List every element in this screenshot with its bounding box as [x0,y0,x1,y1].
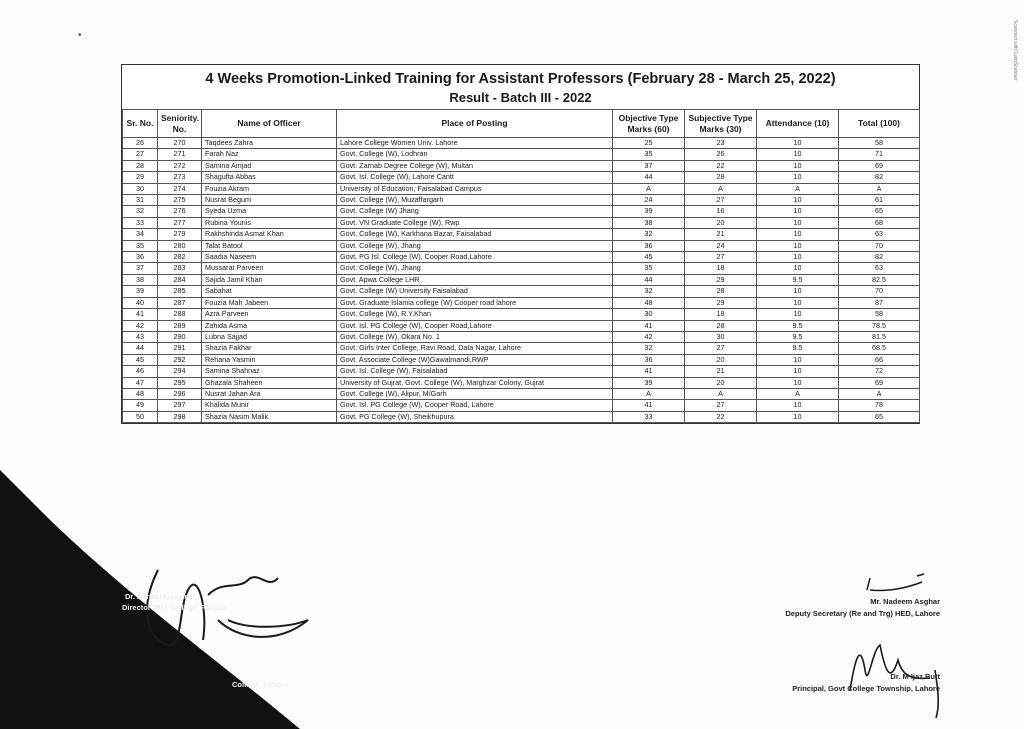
cell-sr: 26 [123,138,158,149]
cell-attendance: 10 [757,195,839,206]
cell-sr: 49 [123,400,158,411]
table-row [123,240,920,251]
cell-subjective: 27 [685,400,757,411]
cell-total: 69 [839,377,920,388]
cell-subjective: 20 [685,377,757,388]
cell-posting: Govt. Isl. PG College (W), Cooper Road, Lahore [337,400,613,411]
cell-objective: 35 [613,149,685,160]
cell-total: 81.5 [839,331,920,342]
cell-seniority: 287 [158,297,202,308]
cell-posting: Govt. College (W), Muzaffargarh [337,195,613,206]
cell-sr: 41 [123,309,158,320]
cell-sr: 50 [123,411,158,422]
cell-seniority: 275 [158,195,202,206]
cell-subjective: 23 [685,138,757,149]
cell-total: 58 [839,309,920,320]
cell-subjective: 28 [685,286,757,297]
cell-sr: 43 [123,331,158,342]
cell-sr: 32 [123,206,158,217]
table-row [123,354,920,365]
cell-posting: Govt. PG Isl. College (W), Cooper Road,Lahore [337,252,613,263]
cell-objective: 36 [613,240,685,251]
right-top-signatory-name: Mr. Nadeem Asghar [870,597,940,606]
cell-posting: Govt. College (W), R.Y.Khan [337,309,613,320]
cell-objective: 38 [613,217,685,228]
cell-posting: Govt. Graduate Islamia college (W) Cooper road lahore [337,297,613,308]
table-row [123,217,920,228]
cell-attendance: 10 [757,354,839,365]
table-row [123,343,920,354]
table-row [123,206,920,217]
cell-posting: Govt. Apwa College LHR [337,274,613,285]
cell-attendance: 10 [757,411,839,422]
cell-seniority: 294 [158,366,202,377]
document-subtitle: Result - Batch III - 2022 [449,90,592,105]
cell-posting: Govt. College (W), Alipur, M/Garh [337,388,613,399]
cell-attendance: 10 [757,240,839,251]
cell-name: Mussarat Parveen [202,263,337,274]
cell-objective: 32 [613,343,685,354]
cell-name: Nusrat Begum [202,195,337,206]
table-header-row [123,110,920,138]
cell-posting: Lahore College Women Univ. Lahore [337,138,613,149]
cell-objective: 24 [613,195,685,206]
cell-seniority: 276 [158,206,202,217]
cell-seniority: 277 [158,217,202,228]
cell-subjective: 27 [685,252,757,263]
table-row [123,366,920,377]
col-header-attendance: Attendance (10) [757,110,839,138]
cell-seniority: 298 [158,411,202,422]
cell-name: Rubina Younis [202,217,337,228]
cell-subjective: 18 [685,309,757,320]
cell-seniority: 296 [158,388,202,399]
cell-attendance: 10 [757,252,839,263]
cell-attendance: 10 [757,366,839,377]
cell-total: 70 [839,286,920,297]
cell-total: 61 [839,195,920,206]
cell-total: 82 [839,172,920,183]
cell-subjective: 20 [685,354,757,365]
cell-subjective: 30 [685,331,757,342]
cell-objective: 48 [613,297,685,308]
cell-posting: Govt. Isl. PG College (W), Cooper Road,Lahore [337,320,613,331]
cell-subjective: 18 [685,263,757,274]
cell-posting: Govt. Girls Inter College, Ravi Road, Data Nagar, Lahore [337,343,613,354]
cell-name: Shagufta Abbas [202,172,337,183]
table-row [123,320,920,331]
cell-attendance: 10 [757,377,839,388]
cell-seniority: 282 [158,252,202,263]
table-row [123,195,920,206]
cell-sr: 37 [123,263,158,274]
right-top-signature-scribble [862,570,932,596]
cell-total: 82 [839,252,920,263]
cell-sr: 33 [123,217,158,228]
cell-attendance: 10 [757,229,839,240]
cell-seniority: 283 [158,263,202,274]
cell-attendance: 10 [757,217,839,228]
cell-sr: 39 [123,286,158,297]
cell-subjective: 22 [685,160,757,171]
cell-attendance: 10 [757,149,839,160]
cell-subjective: 29 [685,297,757,308]
cell-seniority: 290 [158,331,202,342]
cell-total: 65 [839,411,920,422]
cell-objective: 39 [613,206,685,217]
table-row [123,274,920,285]
cell-name: Sabahat [202,286,337,297]
cell-name: Ghazala Shaheen [202,377,337,388]
cell-sr: 29 [123,172,158,183]
cell-total: 70 [839,240,920,251]
cell-sr: 27 [123,149,158,160]
document-title: 4 Weeks Promotion-Linked Training for Assistant Professors (February 28 - March 25, 2022) [205,71,836,87]
cell-objective: 44 [613,274,685,285]
cell-sr: 30 [123,183,158,194]
cell-attendance: 10 [757,160,839,171]
cell-subjective: 22 [685,411,757,422]
cell-total: 68.5 [839,343,920,354]
cell-objective: A [613,388,685,399]
right-bottom-signatory-title: Principal, Govt College Township, Lahore [792,684,940,693]
cell-name: Shazia Nasim Malik [202,411,337,422]
cell-sr: 35 [123,240,158,251]
cell-subjective: A [685,388,757,399]
cell-seniority: 274 [158,183,202,194]
cell-objective: 33 [613,411,685,422]
cell-seniority: 291 [158,343,202,354]
cell-seniority: 284 [158,274,202,285]
table-row [123,183,920,194]
cell-subjective: 29 [685,274,757,285]
cell-total: 66 [839,354,920,365]
cell-total: 78 [839,400,920,411]
cell-posting: Govt. College (W), Jhang [337,240,613,251]
cell-seniority: 280 [158,240,202,251]
cell-posting: Govt. Associate College (W)Gawalmandi,RWP [337,354,613,365]
cell-subjective: 16 [685,206,757,217]
cell-objective: 45 [613,252,685,263]
scan-dot: • [78,30,82,41]
cell-objective: 37 [613,160,685,171]
cell-attendance: 10 [757,138,839,149]
cell-attendance: 9.5 [757,274,839,285]
result-sheet [121,64,920,424]
cell-sr: 44 [123,343,158,354]
results-table [122,109,920,423]
cell-seniority: 270 [158,138,202,149]
cell-posting: Govt. VN Graduate College (W), Rwp [337,217,613,228]
cell-total: 63 [839,263,920,274]
cell-subjective: 24 [685,240,757,251]
cell-name: Nusrat Jahan Ara [202,388,337,399]
cell-seniority: 271 [158,149,202,160]
cell-name: Samina Shahnaz [202,366,337,377]
cell-posting: University of Gujrat, Govt. College (W), Marghzar Colony, Gujrat [337,377,613,388]
cell-attendance: 9.5 [757,320,839,331]
cell-attendance: 10 [757,286,839,297]
cell-posting: Govt. College (W), Okara No. 1 [337,331,613,342]
cell-sr: 40 [123,297,158,308]
table-row [123,229,920,240]
col-header-total: Total (100) [839,110,920,138]
cell-seniority: 273 [158,172,202,183]
cell-total: A [839,183,920,194]
table-row [123,263,920,274]
cell-sr: 36 [123,252,158,263]
cell-name: Khalida Munir [202,400,337,411]
cell-attendance: A [757,183,839,194]
cell-objective: 39 [613,377,685,388]
col-header-name: Name of Officer [202,110,337,138]
right-bottom-signatory-name: Dr. M Ijaz Butt [890,672,940,681]
table-row [123,252,920,263]
cell-total: 58 [839,138,920,149]
cell-sr: 45 [123,354,158,365]
cell-posting: Govt. College (W) University Faisalabad [337,286,613,297]
cell-posting: University of Education, Faisalabad Campus [337,183,613,194]
table-row [123,297,920,308]
cell-seniority: 289 [158,320,202,331]
cell-total: 68 [839,217,920,228]
cell-objective: 35 [613,263,685,274]
cell-subjective: 28 [685,172,757,183]
cell-sr: 34 [123,229,158,240]
cell-subjective: 21 [685,366,757,377]
cell-name: Azra Parveen [202,309,337,320]
cell-posting: Govt. Isl. College (W), Faisalabad [337,366,613,377]
cell-sr: 48 [123,388,158,399]
col-header-seniority: Seniority. No. [158,110,202,138]
cell-total: 72 [839,366,920,377]
scanner-watermark: Scanned with CamScanner [1012,20,1018,81]
cell-attendance: 10 [757,297,839,308]
cell-attendance: 10 [757,263,839,274]
table-row [123,286,920,297]
cell-subjective: A [685,183,757,194]
cell-seniority: 295 [158,377,202,388]
cell-posting: Govt. College (W) Jhang [337,206,613,217]
cell-sr: 31 [123,195,158,206]
table-row [123,377,920,388]
cell-objective: 36 [613,354,685,365]
cell-attendance: 9.5 [757,331,839,342]
cell-seniority: 297 [158,400,202,411]
cell-seniority: 279 [158,229,202,240]
cell-total: A [839,388,920,399]
cell-sr: 28 [123,160,158,171]
cell-posting: Govt. Zarnab Degree College (W), Multan [337,160,613,171]
cell-total: 82.5 [839,274,920,285]
col-header-objective: Objective Type Marks (60) [613,110,685,138]
table-row [123,149,920,160]
cell-name: Samina Amjad [202,160,337,171]
cell-attendance: 9.5 [757,343,839,354]
cell-attendance: A [757,388,839,399]
left-signatory-bottom: College, Lahore [232,680,289,689]
cell-seniority: 285 [158,286,202,297]
cell-name: Taqdees Zahra [202,138,337,149]
cell-total: 78.5 [839,320,920,331]
col-header-subjective: Subjective Type Marks (30) [685,110,757,138]
cell-attendance: 10 [757,309,839,320]
cell-objective: 44 [613,172,685,183]
cell-posting: Govt. PG College (W), Sheikhupura [337,411,613,422]
cell-objective: 25 [613,138,685,149]
cell-total: 87 [839,297,920,308]
cell-sr: 47 [123,377,158,388]
cell-objective: A [613,183,685,194]
table-row [123,331,920,342]
cell-posting: Govt. College (W), Lodhran [337,149,613,160]
left-signatory-title: Director (PT) College, Punjab [122,603,226,612]
right-top-signatory-title: Deputy Secretary (Re and Trg) HED, Lahore [785,609,940,618]
cell-objective: 41 [613,366,685,377]
cell-attendance: 10 [757,206,839,217]
table-row [123,400,920,411]
cell-posting: Govt. Isl. College (W), Lahore Cantt [337,172,613,183]
cell-total: 63 [839,229,920,240]
table-row [123,172,920,183]
table-row [123,388,920,399]
cell-name: Rehana Yasmin [202,354,337,365]
cell-seniority: 288 [158,309,202,320]
cell-subjective: 21 [685,229,757,240]
cell-name: Saadia Naseem [202,252,337,263]
cell-sr: 42 [123,320,158,331]
cell-objective: 32 [613,286,685,297]
cell-objective: 41 [613,400,685,411]
cell-attendance: 10 [757,400,839,411]
cell-sr: 46 [123,366,158,377]
table-row [123,411,920,422]
cell-total: 71 [839,149,920,160]
cell-seniority: 292 [158,354,202,365]
cell-total: 65 [839,206,920,217]
cell-name: Farah Naz [202,149,337,160]
cell-subjective: 27 [685,195,757,206]
left-signatory-name: Dr. Ashiq Hussain [125,592,189,601]
cell-posting: Govt. College (W), Jhang [337,263,613,274]
cell-name: Talat Batool [202,240,337,251]
cell-subjective: 26 [685,149,757,160]
cell-subjective: 28 [685,320,757,331]
cell-objective: 41 [613,320,685,331]
col-header-posting: Place of Posting [337,110,613,138]
cell-objective: 32 [613,229,685,240]
cell-name: Zahida Asma [202,320,337,331]
cell-name: Lubna Sajjad [202,331,337,342]
title-block [122,65,919,109]
cell-posting: Govt. College (W), Karkhana Bazar, Faisalabad [337,229,613,240]
cell-subjective: 20 [685,217,757,228]
cell-total: 69 [839,160,920,171]
cell-name: Syeda Uzma [202,206,337,217]
table-row [123,160,920,171]
cell-seniority: 272 [158,160,202,171]
cell-objective: 42 [613,331,685,342]
cell-name: Shazia Fakhar [202,343,337,354]
cell-objective: 30 [613,309,685,320]
col-header-sr: Sr. No. [123,110,158,138]
cell-name: Rakhshinda Asmat Khan [202,229,337,240]
cell-name: Fouzia Mah Jabeen [202,297,337,308]
cell-sr: 38 [123,274,158,285]
table-row [123,309,920,320]
cell-name: Fouzia Akram [202,183,337,194]
cell-name: Sajida Jamil Khan [202,274,337,285]
cell-attendance: 10 [757,172,839,183]
cell-subjective: 27 [685,343,757,354]
table-row [123,138,920,149]
